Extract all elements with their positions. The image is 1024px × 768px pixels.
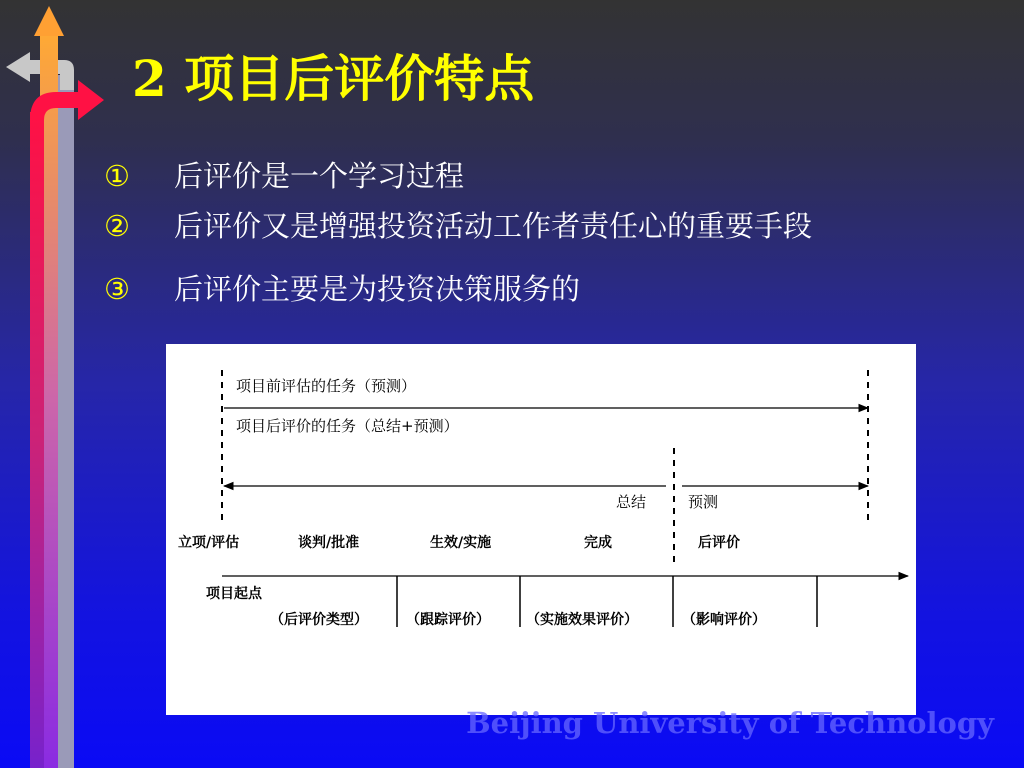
bullet-item (104, 206, 812, 246)
red-bar (30, 112, 44, 768)
footer-university-name: Beijing University of Technology (466, 706, 994, 740)
bullet-text: 后评价是一个学习过程 (174, 159, 465, 193)
orange-arrow-up (34, 6, 64, 36)
bullet-text: 后评价主要是为投资决策服务的 (174, 272, 581, 306)
evaluation-timeline-diagram (166, 344, 916, 715)
bullet-number: ③ (104, 272, 130, 306)
type-label: （后评价类型） (270, 612, 368, 628)
bullet-item (104, 156, 464, 196)
slide-title: 2 项目后评价特点 (132, 49, 535, 108)
bullet-item (104, 269, 580, 309)
gray-bar (56, 75, 74, 768)
stage-label: 后评价 (698, 535, 740, 551)
type-label: （影响评价） (682, 612, 766, 628)
stage-label: 立项/评估 (178, 535, 240, 551)
post-task-label: 项目后评价的任务（总结+预测） (236, 417, 459, 435)
type-label: （跟踪评价） (406, 612, 490, 628)
bullet-number: ① (104, 159, 130, 193)
pre-task-label: 项目前评估的任务（预测） (236, 377, 417, 395)
forecast-label: 预测 (688, 493, 719, 511)
bullet-text: 后评价又是增强投资活动工作者责任心的重要手段 (174, 209, 813, 243)
stage-label: 完成 (584, 535, 612, 551)
summary-label: 总结 (616, 493, 647, 511)
stage-label: 生效/实施 (430, 535, 492, 551)
bullet-number: ② (104, 209, 130, 243)
stage-label: 谈判/批准 (298, 535, 360, 551)
start-point-label: 项目起点 (206, 586, 262, 602)
type-label: （实施效果评价） (526, 612, 638, 628)
decorative-arrows-icon (0, 0, 110, 768)
